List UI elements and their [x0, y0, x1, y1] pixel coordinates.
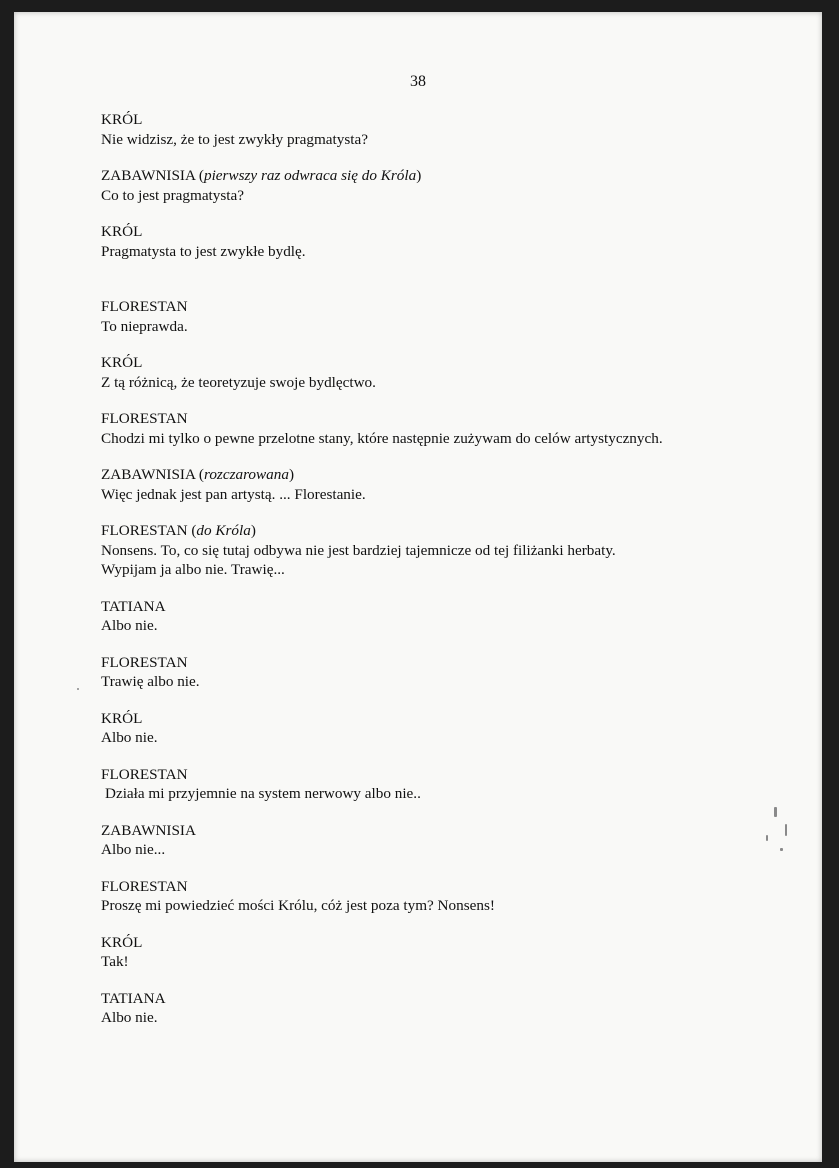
speaker-name: TATIANA	[101, 597, 166, 615]
speaker-name: KRÓL	[101, 933, 143, 951]
paren-close: )	[416, 167, 422, 184]
dialogue-block	[101, 353, 801, 392]
dialogue-line: Chodzi mi tylko o pewne przelotne stany, które następnie zużywam do celów artystycznych.	[101, 429, 663, 447]
page-number: 38	[410, 73, 426, 90]
paren-open: (	[198, 466, 204, 483]
paper-sheet	[14, 12, 822, 1162]
dialogue-line: Albo nie...	[101, 841, 166, 858]
paren-close: )	[250, 522, 256, 539]
speaker-name: ZABAWNISIA	[101, 167, 196, 184]
dialogue-line: Z tą różnicą, że teoretyzuje swoje bydlęctwo.	[101, 373, 376, 391]
dialogue-line: Trawię albo nie.	[101, 673, 200, 690]
dialogue-block	[101, 877, 801, 916]
speaker-heading	[101, 465, 801, 485]
speaker-name: FLORESTAN	[101, 765, 188, 783]
dialogue-block	[101, 821, 801, 860]
speaker-name: TATIANA	[101, 989, 166, 1007]
stage-direction: rozczarowana	[203, 466, 289, 483]
dialogue-line: Nie widzisz, że to jest zwykły pragmatysta?	[101, 130, 368, 148]
speaker-name: FLORESTAN	[101, 877, 188, 895]
dialogue-line: Pragmatysta to jest zwykłe bydlę.	[101, 242, 306, 260]
speaker-name: KRÓL	[101, 354, 143, 371]
speaker-name: FLORESTAN	[101, 522, 188, 539]
dialogue-block	[101, 521, 801, 580]
dialogue-block	[101, 989, 801, 1028]
dialogue-block	[101, 409, 801, 448]
dialogue-block	[101, 166, 801, 205]
speaker-name: FLORESTAN	[101, 298, 188, 315]
speaker-name: KRÓL	[101, 111, 143, 128]
play-script	[101, 110, 801, 1028]
scan-artifact	[77, 688, 79, 690]
dialogue-block	[101, 653, 801, 692]
paren-close: )	[288, 466, 294, 483]
dialogue-line: Albo nie.	[101, 617, 158, 634]
dialogue-line: Działa mi przyjemnie na system nerwowy albo nie..	[105, 785, 421, 802]
stage-direction: pierwszy raz odwraca się do Króla	[203, 167, 417, 184]
dialogue-line: Nonsens. To, co się tutaj odbywa nie jest bardziej tajemnicze od tej filiżanki herbaty.	[101, 541, 616, 559]
speaker-name: FLORESTAN	[101, 410, 188, 427]
speaker-name: FLORESTAN	[101, 653, 188, 671]
dialogue-line: Wypijam ja albo nie. Trawię...	[101, 561, 285, 578]
dialogue-block	[101, 110, 801, 149]
dialogue-block	[101, 465, 801, 504]
dialogue-block	[101, 933, 801, 972]
stage-direction: do Króla	[196, 522, 251, 539]
dialogue-line: Albo nie.	[101, 1009, 158, 1026]
dialogue-line: Albo nie.	[101, 729, 158, 746]
dialogue-block	[101, 222, 801, 261]
dialogue-line: Co to jest pragmatysta?	[101, 186, 244, 204]
dialogue-line: To nieprawda.	[101, 317, 188, 335]
speaker-name: KRÓL	[101, 709, 143, 727]
speaker-name: ZABAWNISIA	[101, 821, 196, 839]
paren-open: (	[191, 522, 197, 539]
dialogue-block	[101, 709, 801, 748]
dialogue-line: Więc jednak jest pan artystą. ... Florestanie.	[101, 485, 366, 503]
dialogue-line: Tak!	[101, 953, 129, 970]
speaker-name: ZABAWNISIA	[101, 466, 196, 483]
dialogue-block	[101, 297, 801, 336]
dialogue-line: Proszę mi powiedzieć mości Królu, cóż jest poza tym? Nonsens!	[101, 897, 495, 914]
dialogue-block	[101, 765, 801, 804]
speaker-heading	[101, 521, 801, 541]
speaker-heading	[101, 166, 801, 186]
speaker-name: KRÓL	[101, 223, 143, 240]
dialogue-block	[101, 597, 801, 636]
paren-open: (	[198, 167, 204, 184]
